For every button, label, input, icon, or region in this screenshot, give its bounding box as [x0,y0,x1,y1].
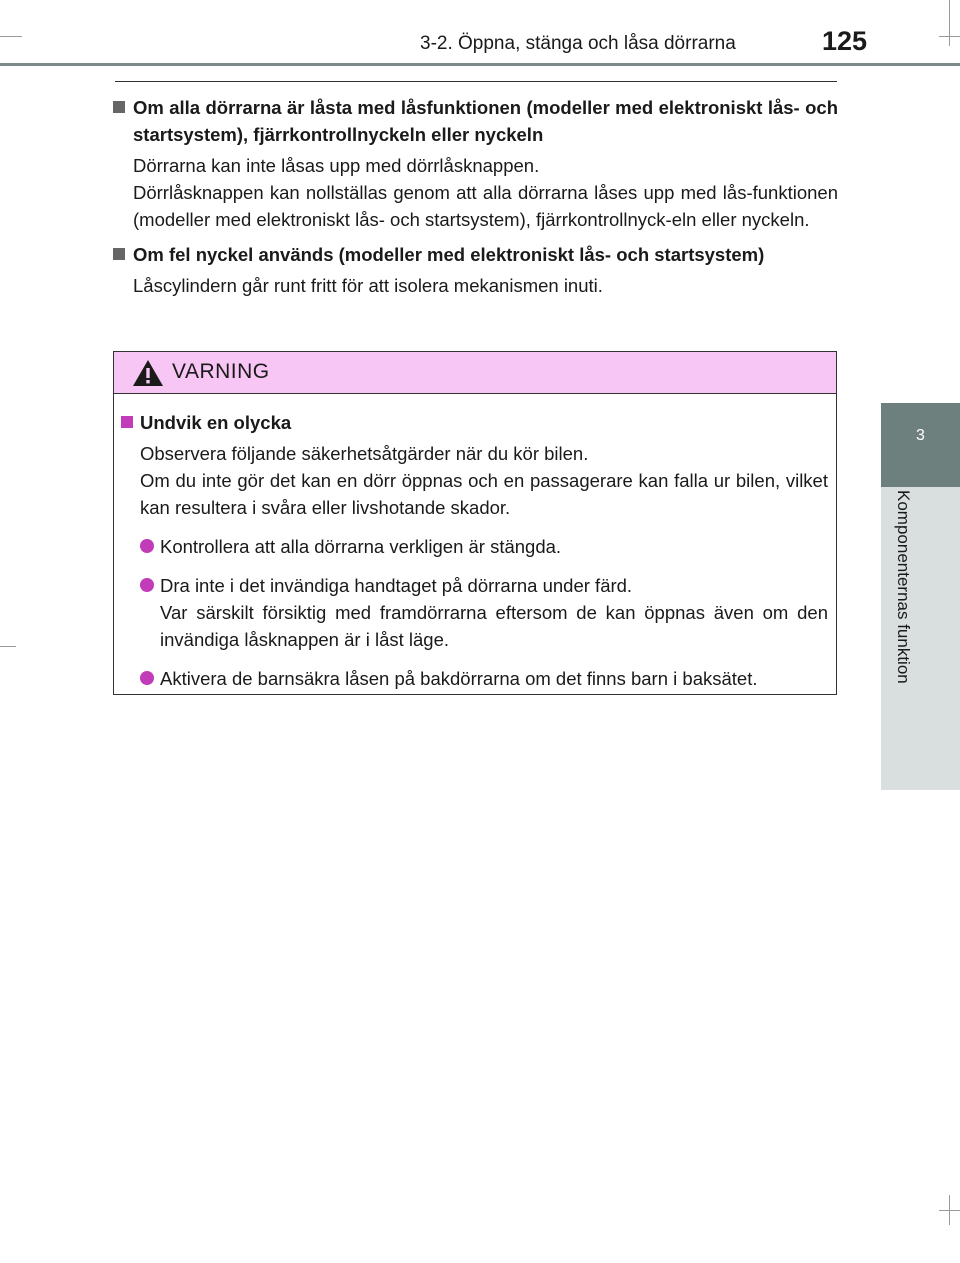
crop-mark [949,1195,950,1225]
warning-header [114,352,836,394]
list-item: Kontrollera att alla dörrarna verkligen är stängda. [120,533,828,560]
paragraph: Dörrlåsknappen kan nollställas genom att alla dörrarna låses upp med lås-funktionen (modeller med elektroniskt lås- och startsystem), fjärrkontrollnyck-eln eller nyckeln. [133,182,838,230]
section-title: 3-2. Öppna, stänga och låsa dörrarna [420,33,736,54]
round-bullet-icon [140,539,154,553]
header-divider [0,63,960,66]
content-top-rule [115,81,837,82]
crop-mark [0,646,16,647]
section-body [112,152,838,233]
warning-intro [120,440,828,521]
crop-mark [949,0,950,46]
chapter-tab [881,403,960,487]
paragraph: Om du inte gör det kan en dörr öppnas och en passagerare kan falla ur bilen, vilket kan resultera i svåra eller livshotande skador. [140,470,828,518]
page-number: 125 [822,26,868,56]
main-content [112,94,838,299]
square-bullet-icon [113,248,125,260]
warning-title: VARNING [172,360,270,383]
chapter-number: 3 [916,427,925,444]
paragraph: Låscylindern går runt fritt för att isolera mekanismen inuti. [133,275,603,296]
round-bullet-icon [140,578,154,592]
list-item: Dra inte i det invändiga handtaget på dörrarna under färd. Var särskilt försiktig med framdörrarna eftersom de kan öppnas även om den invändiga låsknappen är i låst läge. [120,572,828,653]
paragraph: Dörrarna kan inte låsas upp med dörrlåsknappen. [133,155,540,176]
square-bullet-icon [121,416,133,428]
paragraph: Observera följande säkerhetsåtgärder när du kör bilen. [140,443,589,464]
crop-mark [0,36,22,37]
warning-heading: Undvik en olycka [120,409,828,436]
round-bullet-icon [140,671,154,685]
section-body [112,272,838,299]
section-heading: Om fel nyckel används (modeller med elektroniskt lås- och startsystem) [112,241,838,268]
list-item: Aktivera de barnsäkra låsen på bakdörrarna om det finns barn i baksätet. [120,665,828,692]
chapter-label: Komponenternas funktion [894,490,913,684]
warning-body [114,394,836,692]
square-bullet-icon [113,101,125,113]
section-heading: Om alla dörrarna är låsta med låsfunktionen (modeller med elektroniskt lås- och startsystem), fjärrkontrollnyckeln eller nyckeln [112,94,838,148]
warning-box [113,351,837,695]
warning-triangle-icon [132,359,164,387]
